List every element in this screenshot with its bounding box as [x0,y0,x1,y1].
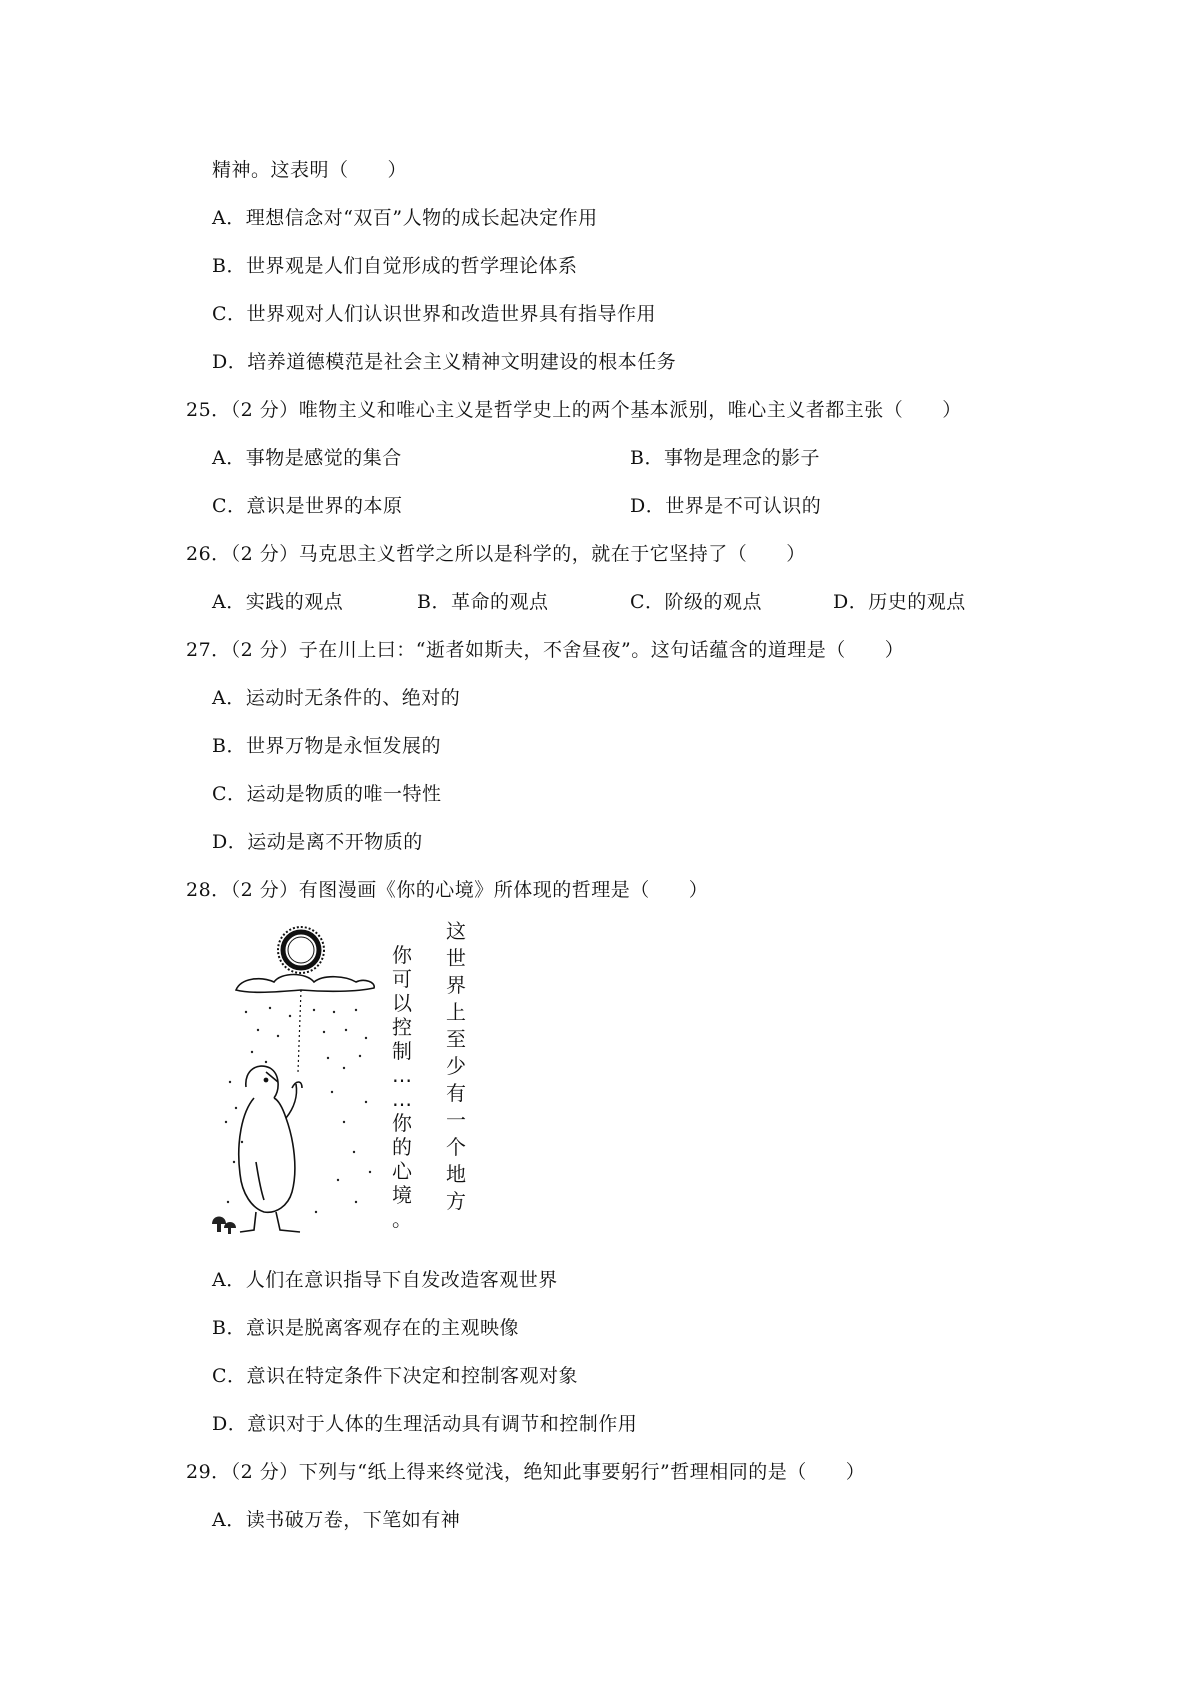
q27-stem: 27．（2 分）子在川上曰：“逝者如斯夫，不舍昼夜”。这句话蕴含的道理是（ ） [186,639,905,661]
cartoon-text-right-char: 有 [446,1081,466,1105]
q29-option-a: A．读书破万卷，下笔如有神 [212,1509,461,1531]
cartoon-text-right-char: 世 [446,946,466,970]
q25-option-b: B．事物是理念的影子 [630,447,820,469]
cartoon-text-left-char: 你 [392,943,412,967]
q24-stem-tail: 精神。这表明（ ） [212,159,408,181]
cartoon-text-left-char: 。 [392,1207,412,1231]
q25-option-c: C．意识是世界的本原 [212,495,403,517]
q26-option-a: A．实践的观点 [212,591,344,613]
q25-stem: 25．（2 分）唯物主义和唯心主义是哲学史上的两个基本派别，唯心主义者都主张（ ） [186,399,962,421]
cartoon-text-left-char: 境 [392,1183,412,1207]
cartoon-text-right-char: 地 [446,1162,466,1186]
q27-option-a: A．运动时无条件的、绝对的 [212,687,461,709]
cartoon-text-right-char: 方 [446,1189,466,1213]
q27-option-b: B．世界万物是永恒发展的 [212,735,441,757]
cartoon-text-left-char: 以 [392,991,412,1015]
cartoon-text-left-char: … [392,1087,412,1111]
cartoon-text-right-char: 少 [446,1054,466,1078]
cartoon-text-right-char: 界 [446,973,466,997]
cartoon-text-left-char: 制 [392,1039,412,1063]
cartoon-text-left-char: … [392,1063,412,1087]
q27-option-d: D．运动是离不开物质的 [212,831,423,853]
q24-option-a: A．理想信念对“双百”人物的成长起决定作用 [212,207,598,229]
cartoon-text-right-char: 至 [446,1027,466,1051]
q28-stem: 28．（2 分）有图漫画《你的心境》所体现的哲理是（ ） [186,879,709,901]
q25-option-a: A．事物是感觉的集合 [212,447,402,469]
cartoon-text-right-char: 这 [446,919,466,943]
cartoon-text-left-char: 你 [392,1111,412,1135]
q28-option-b: B．意识是脱离客观存在的主观映像 [212,1317,519,1339]
q26-option-c: C．阶级的观点 [630,591,763,613]
q26-stem: 26．（2 分）马克思主义哲学之所以是科学的，就在于它坚持了（ ） [186,543,806,565]
cartoon-text-left-char: 可 [392,967,412,991]
q25-option-d: D．世界是不可认识的 [630,495,822,517]
cartoon-text-left-char: 控 [392,1015,412,1039]
q29-stem: 29．（2 分）下列与“纸上得来终觉浅，绝知此事要躬行”哲理相同的是（ ） [186,1461,866,1483]
q24-option-b: B．世界观是人们自觉形成的哲学理论体系 [212,255,578,277]
q27-option-c: C．运动是物质的唯一特性 [212,783,442,805]
q26-option-b: B．革命的观点 [417,591,549,613]
cartoon-text-right-char: 上 [446,1000,466,1024]
q24-option-c: C．世界观对人们认识世界和改造世界具有指导作用 [212,303,657,325]
q28-option-a: A．人们在意识指导下自发改造客观世界 [212,1269,558,1291]
cartoon-text-right-char: 个 [446,1135,466,1159]
q28-option-c: C．意识在特定条件下决定和控制客观对象 [212,1365,579,1387]
cartoon-text-right-char: 一 [446,1108,466,1132]
cartoon-text-left-char: 心 [392,1159,412,1183]
q26-option-d: D．历史的观点 [833,591,966,613]
q24-option-d: D．培养道德模范是社会主义精神文明建设的根本任务 [212,351,677,373]
cartoon-text-left-char: 的 [392,1135,412,1159]
cartoon-your-mood-image [206,912,486,1242]
q28-option-d: D．意识对于人体的生理活动具有调节和控制作用 [212,1413,638,1435]
